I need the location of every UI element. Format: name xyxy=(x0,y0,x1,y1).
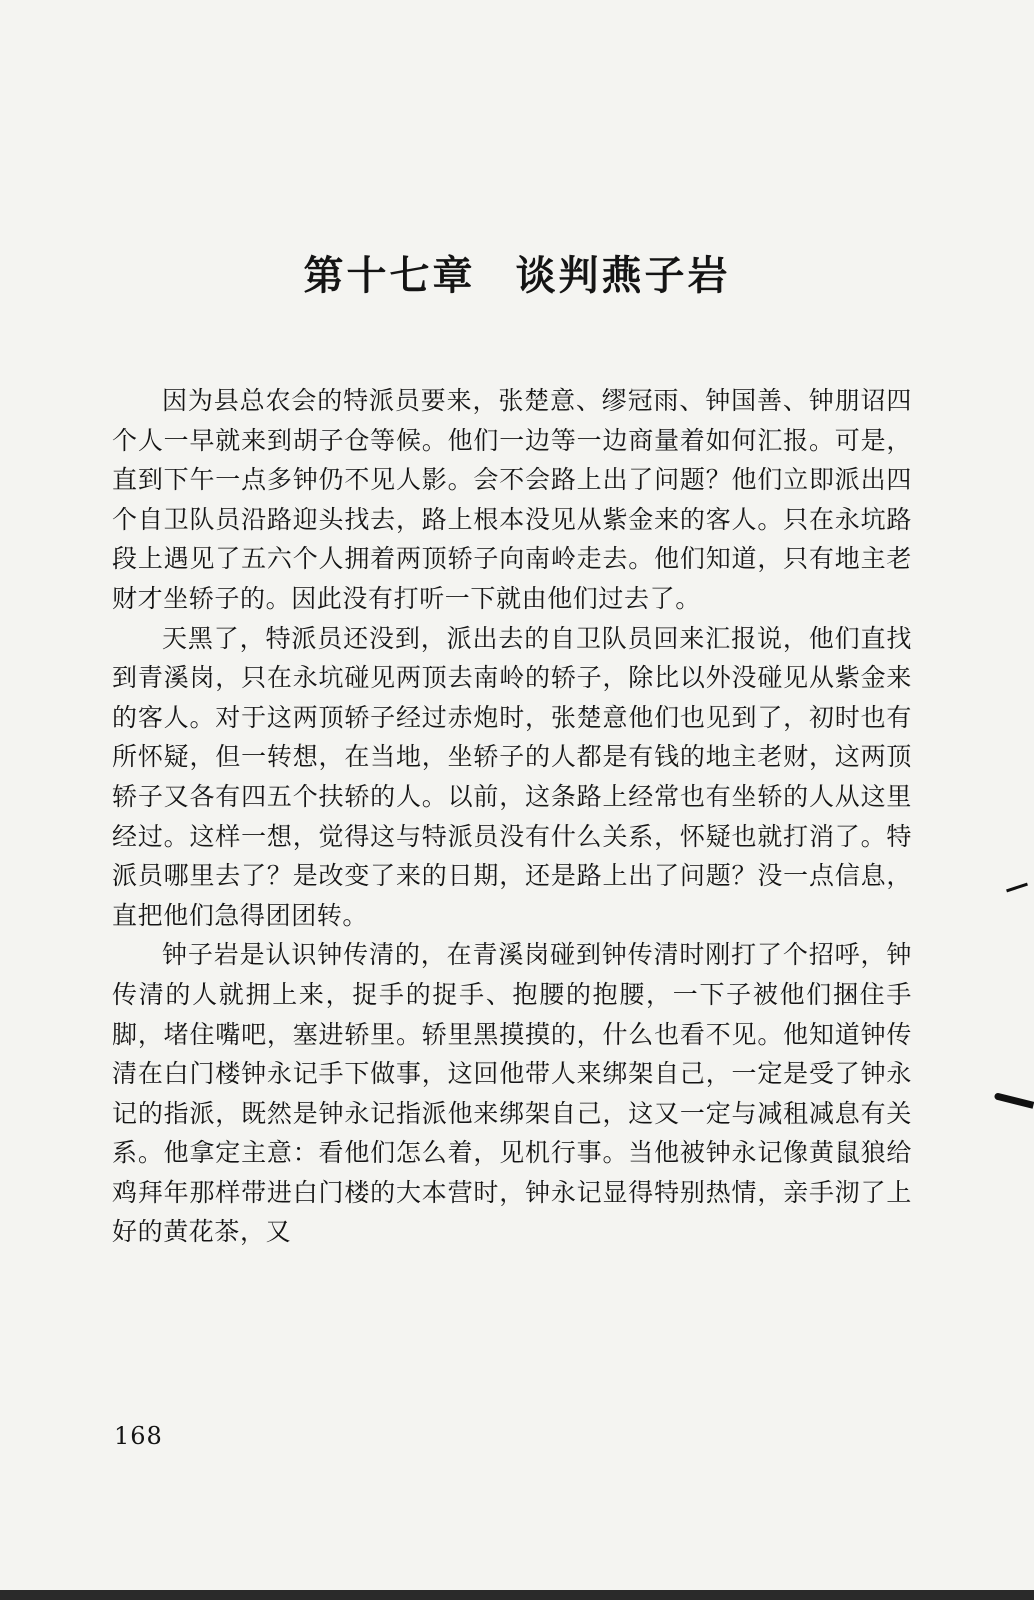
paragraph-3: 钟子岩是认识钟传清的，在青溪岗碰到钟传清时刚打了个招呼，钟传清的人就拥上来，捉手的捉手、抱腰的抱腰，一下子被他们捆住手脚，堵住嘴吧，塞进轿里。轿里黑摸摸的，什么也看不见。他知道钟传清在白门楼钟永记手下做事，这回他带人来绑架自己，一定是受了钟永记的指派，既然是钟永记指派他来绑架自己，这又一定与减租减息有关系。他拿定主意：看他们怎么着，见机行事。当他被钟永记像黄鼠狼给鸡拜年那样带进白门楼的大本营时，钟永记显得特别热情，亲手沏了上好的黄花茶，又 xyxy=(112,940,912,1247)
paragraph-1: 因为县总农会的特派员要来，张楚意、缪冠雨、钟国善、钟朋诏四个人一早就来到胡子仓等候。他们一边等一边商量着如何汇报。可是，直到下午一点多钟仍不见人影。会不会路上出了问题？他们立即派出四个自卫队员沿路迎头找去，路上根本没见从紫金来的客人。只在永坑路段上遇见了五六个人拥着两顶轿子向南岭走去。他们知道，只有地主老财才坐轿子的。因此没有打听一下就由他们过去了。 xyxy=(112,386,912,613)
scan-mark xyxy=(994,1092,1034,1108)
chapter-heading xyxy=(0,248,1034,304)
paragraph-2: 天黑了，特派员还没到，派出去的自卫队员回来汇报说，他们直找到青溪岗，只在永坑碰见两顶去南岭的轿子，除比以外没碰见从紫金来的客人。对于这两顶轿子经过赤炮时，张楚意他们也见到了，初时也有所怀疑，但一转想，在当地，坐轿子的人都是有钱的地主老财，这两顶轿子又各有四五个扶轿的人。以前，这条路上经常也有坐轿的人从这里经过。这样一想，觉得这与特派员没有什么关系，怀疑也就打消了。特派员哪里去了？是改变了来的日期，还是路上出了问题？没一点信息，直把他们急得团团转。 xyxy=(112,623,912,930)
body-text xyxy=(112,381,912,1252)
chapter-title: 谈判燕子岩 xyxy=(515,253,731,299)
scan-bottom-edge xyxy=(0,1590,1034,1600)
scan-mark xyxy=(1006,883,1028,893)
chapter-number: 第十七章 xyxy=(303,253,476,299)
page-number: 168 xyxy=(114,1422,163,1450)
